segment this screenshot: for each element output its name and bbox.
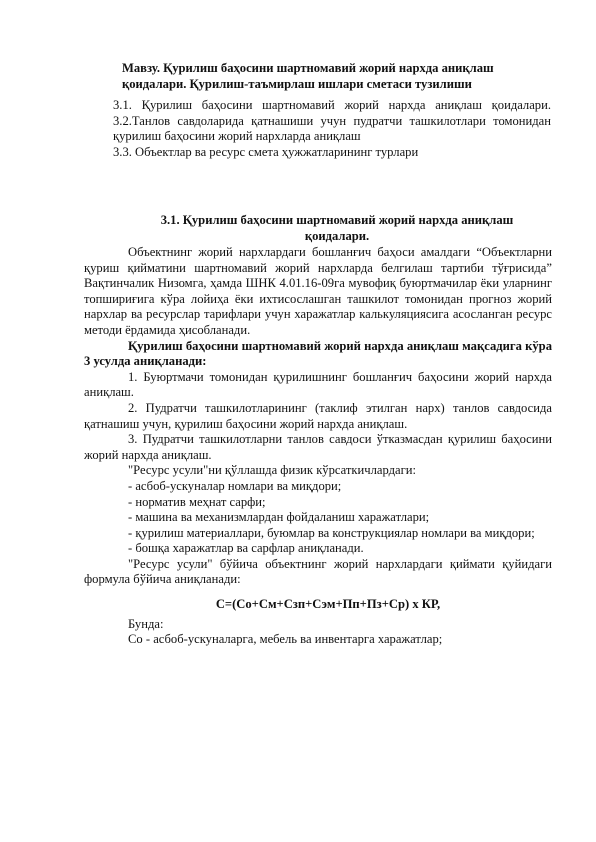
toc-item: 3.1. Қурилиш баҳосини шартномавий жорий нархда аниқлаш қоидалари.: [113, 98, 551, 112]
toc-item: 3.3. Объектлар ва ресурс смета ҳужжатларининг турлари: [113, 144, 419, 159]
list-item: - машина ва механизмлардан фойдаланиш харажатлари;: [128, 510, 430, 525]
bold-paragraph: Қурилиш баҳосини шартномавий жорий нархда аниқлаш мақсадига кўра 3 усулда аниқланади:: [84, 338, 552, 369]
section-title: 3.1. Қурилиш баҳосини шартномавий жорий нархда аниқлаш қоидалари.: [160, 213, 514, 243]
list-item: - асбоб-ускуналар номлари ва миқдори;: [128, 478, 342, 493]
formula: С=(Со+См+Сзп+Сэм+Пп+Пз+Ср) х КР,: [215, 597, 441, 612]
list-item: - норматив меҳнат сарфи;: [128, 494, 266, 509]
paragraph: Бунда:: [128, 616, 164, 631]
definition: Со - асбоб-ускуналарга, мебель ва инвентарга харажатлар;: [128, 632, 443, 647]
topic-line-1: Мавзу. Қурилиш баҳосини шартномавий жорий нархда аниқлаш: [122, 61, 494, 75]
method-item: 1. Буюртмачи томонидан қурилишнинг бошланғич баҳосини жорий нархда аниқлаш.: [84, 369, 552, 400]
toc-item: 3.2.Танлов савдоларида қатнашиши учун пудратчи ташкилотлари томонидан қурилиш баҳосини жорий нархларда аниқлаш: [113, 113, 551, 144]
paragraph: Объектнинг жорий нархлардаги бошланғич баҳоси амалдаги “Объектларни қуриш қийматини шартномавий жорий нархларда белгилаш тартиби тўғрисида” Вақтинчалик Низомга, ҳамда ШНК 4.01.16-09га мувофиқ буюртмачилар ёки уларнинг топшириғига кўра лойиҳа ёки ихтисослашган ташкилот томонидан прогноз жорий нархлар ва ресурслар тарифлари учун харажатлар калькуляциясига асосланган ресурс методи ёрдамида ҳисобланади.: [84, 245, 552, 337]
section-body: [84, 245, 552, 648]
topic-line-2: қоидалари. Қурилиш-таъмирлаш ишлари сметаси тузилиши: [122, 77, 472, 91]
list-item: - қурилиш материаллари, буюмлар ва конструкциялар номлари ва миқдори;: [128, 525, 535, 540]
topic-heading: [122, 60, 562, 92]
paragraph: "Ресурс усули"ни қўллашда физик кўрсаткичлардаги:: [128, 463, 417, 478]
paragraph: "Ресурс усули" бўйича объектнинг жорий нархлардаги қиймати қуйидаги формула бўйича аниқланади:: [84, 556, 552, 587]
method-item: 2. Пудратчи ташкилотларининг (таклиф этилган нарх) танлов савдосида қатнашиш учун, қурилиш баҳосини жорий нархда аниқлаш.: [84, 400, 552, 431]
method-item: 3. Пудратчи ташкилотларни танлов савдоси ўтказмасдан қурилиш баҳосини жорий нархда аниқлаш.: [84, 432, 552, 462]
list-item: - бошқа харажатлар ва сарфлар аниқланади.: [128, 541, 364, 556]
table-of-contents: [113, 98, 551, 160]
